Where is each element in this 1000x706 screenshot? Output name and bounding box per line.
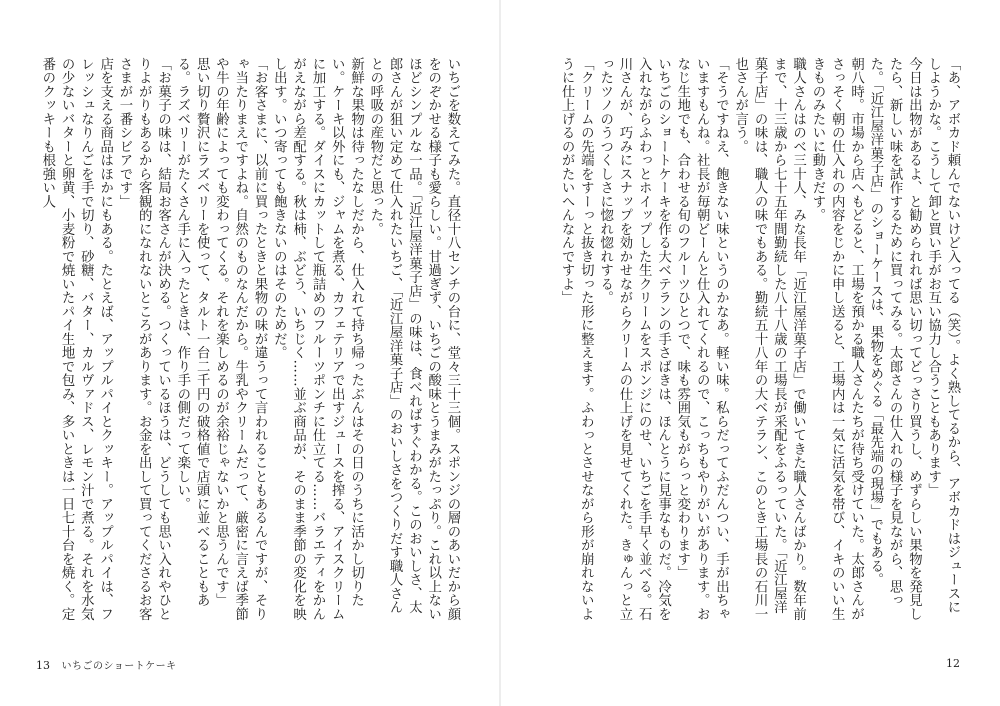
paragraph: 「あ、アボカド頼んでないけど入ってる（笑）。よく熟してるから、アボカドはジュースにしようかな。こうして卸と買い手がお互い協力し合うこともあります」 bbox=[925, 57, 960, 615]
paragraph: 朝八時。市場から店へもどると、工場を預かる職人さんたちが待ち受けていた。太郎さんがさっそく朝の仕入れの内容をじかに申し送ると、工場内は一気に活気を帯び、イキのいい生きものみたいに動きだす。 bbox=[809, 57, 864, 621]
left-page-footer bbox=[36, 657, 177, 672]
paragraph: 思い切り贅沢にラズベリーを使って、タルト一台二千円の破格値で店頭に並べることもある。ラズベリーがたくさん手に入ったときは、作り手の側だって楽しい。 bbox=[174, 57, 210, 607]
paragraph: いちごを数えてみた。直径十八センチの台に、堂々三十三個。スポンジの層のあいだから顔をのぞかせる様子も愛らしい。甘過ぎず、いちごの酸味とうまみがたっぷり。これ以上ないほどシンプルな一品。「近江屋洋菓子店」の味は、食べればすぐわかる。このおいしさ、太郎さんが狙い定めて仕入れたいちご、「近江屋洋菓子店」のおいしさをつくりだす職人さんとの呼吸の産物だと思った。 bbox=[367, 57, 460, 621]
running-title: いちごのショートケーキ bbox=[61, 661, 177, 672]
paragraph: 職人さんはのべ三十人、みな長年「近江屋洋菓子店」で働いてきた職人さんばかり。数年前まで、十三歳から七十五年間勤続した八十八歳の工場長が采配をふるっていた。「近江屋洋菓子店」の味は、職人の味でもある。勤続五十八年の大ベテラン、このとき工場長の石川一也さんが言う。 bbox=[732, 57, 806, 621]
right-page-footer bbox=[946, 657, 960, 670]
left-page-body bbox=[32, 57, 462, 627]
paragraph: 「お菓子の味は、結局お客さんが決める。つくっているほうは、どうしても思い入れやひとりよがりもあるから客観的になれないところがあります。お金を出して買ってくださるお客さまが一番シビアです」 bbox=[116, 57, 171, 621]
paragraph: 店を支える商品はほかにもある。たとえば、アップルパイとクッキー。アップルパイは、フレッシュなりんごを手で切り、砂糖、バター、カルヴァドス、レモン汁で煮る。それを水気の少ないバターと卵黄、小麦粉で焼いたパイ生地で包み、多いときは一日七十台を焼く。定番のクッキーも根強い人 bbox=[39, 57, 113, 621]
page-number: 12 bbox=[946, 657, 960, 670]
right-page-body bbox=[559, 57, 962, 627]
paragraph: 「お客さまに、以前に買ったときと果物の味が違うって言われることもあるんですが、そりゃ当たりまえですよね。自然のものなんだから。牛乳やクリームだって、厳密に言えば季節や牛の年齢によっても変わってくる。それを楽しめるのが余裕じゃないかと思うんです」 bbox=[213, 57, 268, 621]
paragraph: いちごのショートケーキを作る大ベテランの手さばきは、ほんとうに見事なものだ。冷気を入れながらふわっとホイップした生クリームをスポンジにのせ、いちごを手早く並べる。石川さんが、巧みにスナップを効かせながらクリームの仕上げを見せてくれた。きゅんっと立ったツノのうつくしさに惚れ惚れする。 bbox=[597, 57, 671, 621]
paragraph: 「そうですねえ、飽きない味というのかなあ。軽い味。私らだってふだんつい、手が出ちゃいますもんね。社長が毎朝どーんと仕入れてくれるので、こっちもやりがいがあります。おなじ生地でも、合わせる旬のフルーツひとつで、味も雰囲気もがらっと変わります」 bbox=[674, 57, 729, 621]
page-number: 13 bbox=[36, 659, 50, 672]
paragraph: 「クリームの先端をすーっと抜き切った形に整えます。ふわっとさせながら形が崩れないように仕上げるのがたいへんなんですよ」 bbox=[559, 57, 594, 621]
paragraph: 今日は出物があるよ、と勧められれば思い切ってどっさり買うし、めずらしい果物を発見したら、新しい味を試作するために買ってみる。太郎さんの仕入れの様子を見ながら、思った。「近江屋洋菓子店」のショーケースは、果物をめぐる「最先端の現場」でもある。 bbox=[867, 57, 922, 621]
right-page bbox=[500, 0, 1000, 706]
paragraph: 新鮮な果物は待ったなしだから、仕入れて持ち帰ったぶんはその日のうちに活かし切りたい。ケーキ以外にも、ジャムを煮る、カフェテリアで出すジュースを搾る、アイスクリームに加工する。ダイスにカットして瓶詰めのフルーツポンチに仕立てる……バラエティをかんがえながら差配する。秋は柿、ぶどう、いちじく……並ぶ商品が、そのまま季節の変化を映し出す。いつ寄っても飽きないのはそのためだ。 bbox=[271, 57, 364, 621]
